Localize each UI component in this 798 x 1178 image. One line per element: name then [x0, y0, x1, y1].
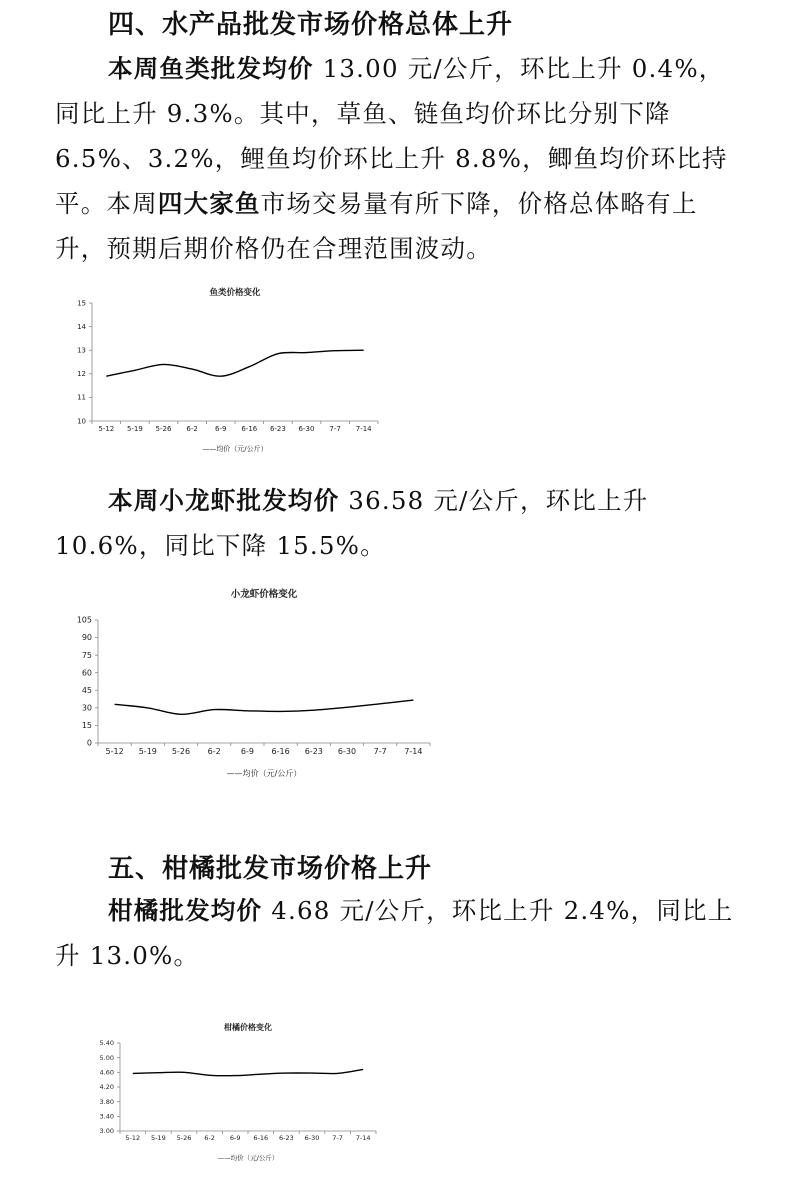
x-tick-label: 6-2	[186, 425, 198, 433]
y-tick-label: 5.00	[99, 1053, 114, 1062]
x-tick-label: 6-23	[304, 747, 323, 756]
crayfish-price-lead: 本周小龙虾批发均价	[108, 486, 340, 515]
chart-title: 小龙虾价格变化	[230, 589, 298, 600]
y-tick-label: 5.40	[99, 1039, 114, 1048]
y-tick-label: 3.40	[99, 1112, 114, 1121]
x-tick-label: 6-30	[304, 1134, 320, 1142]
y-tick-label: 3.80	[99, 1097, 114, 1106]
y-tick-label: 60	[81, 668, 92, 678]
x-tick-label: 5-12	[105, 747, 124, 756]
x-tick-label: 5-26	[176, 1134, 192, 1142]
chart-title: 鱼类价格变化	[209, 288, 261, 298]
citrus-price-paragraph	[55, 888, 745, 978]
x-tick-label: 7-14	[355, 1134, 371, 1142]
y-tick-label: 90	[81, 633, 92, 643]
chart-legend: ——均价（元/公斤）	[202, 445, 268, 453]
crayfish-price-chart	[70, 583, 440, 783]
citrus-price-lead: 柑橘批发均价	[108, 896, 263, 925]
y-tick-label: 15	[77, 299, 86, 308]
x-tick-label: 7-14	[355, 425, 372, 433]
y-tick-label: 11	[77, 393, 86, 402]
fish-price-text: 13.00 元/公斤，环比上升 0.4%，同比上升 9.3%。其中，草鱼、链鱼均价环比分别下降 6.5%、3.2%，鲤鱼均价环比上升 8.8%，鲫鱼均价环比持平。本周	[55, 54, 728, 218]
x-tick-label: 7-7	[332, 1134, 343, 1142]
series-line	[115, 700, 414, 714]
y-tick-label: 30	[81, 703, 92, 713]
crayfish-price-paragraph	[55, 478, 745, 568]
y-tick-label: 15	[81, 721, 92, 731]
x-tick-label: 5-12	[98, 425, 115, 433]
x-tick-label: 6-23	[279, 1134, 294, 1142]
x-tick-label: 6-30	[337, 747, 357, 756]
x-tick-label: 6-2	[204, 1134, 215, 1142]
y-tick-label: 12	[77, 370, 86, 379]
x-tick-label: 6-9	[229, 1134, 241, 1142]
y-tick-label: 10	[77, 417, 86, 426]
section5-heading: 五、柑橘批发市场价格上升	[108, 854, 433, 884]
y-tick-label: 105	[76, 615, 92, 625]
fish-price-lead: 本周鱼类批发均价	[108, 54, 314, 83]
x-tick-label: 6-30	[298, 425, 315, 433]
y-tick-label: 4.20	[99, 1083, 114, 1092]
fish-price-paragraph	[55, 46, 745, 271]
series-line	[106, 350, 363, 376]
fish-price-chart	[60, 283, 390, 463]
y-tick-label: 3.00	[99, 1127, 114, 1136]
citrus-price-chart	[92, 1020, 392, 1170]
x-tick-label: 6-16	[271, 747, 290, 756]
x-tick-label: 6-16	[253, 1134, 269, 1142]
four-fish-lead: 四大家鱼	[157, 189, 261, 218]
x-tick-label: 7-14	[404, 747, 423, 756]
series-line	[133, 1069, 363, 1075]
x-tick-label: 5-19	[138, 747, 157, 756]
y-tick-label: 0	[86, 738, 92, 748]
x-tick-label: 6-9	[214, 425, 227, 433]
section4-heading: 四、水产品批发市场价格总体上升	[108, 10, 514, 40]
y-tick-label: 14	[77, 322, 86, 331]
x-tick-label: 5-19	[151, 1134, 166, 1142]
y-tick-label: 45	[81, 685, 92, 695]
x-tick-label: 5-19	[126, 425, 143, 433]
x-tick-label: 6-2	[207, 747, 221, 756]
chart-legend: ——均价（元/公斤）	[226, 769, 302, 778]
crayfish-price-text: 36.58 元/公斤，环比上升 10.6%，同比下降 15.5%。	[55, 486, 649, 560]
y-tick-label: 4.60	[99, 1068, 114, 1077]
x-tick-label: 7-7	[373, 747, 387, 756]
chart-legend: ——均价（元/公斤）	[217, 1154, 279, 1162]
y-tick-label: 13	[77, 346, 86, 355]
x-tick-label: 6-23	[269, 425, 286, 433]
x-tick-label: 5-26	[171, 747, 191, 756]
chart-title: 柑橘价格变化	[224, 1023, 272, 1032]
x-tick-label: 6-16	[241, 425, 258, 433]
y-tick-label: 75	[81, 650, 92, 660]
four-fish-text: 市场交易量有所下降，价格总体略有上升，预期后期价格仍在合理范围波动。	[55, 189, 698, 263]
x-tick-label: 6-9	[240, 747, 254, 756]
x-tick-label: 7-7	[329, 425, 341, 433]
x-tick-label: 5-12	[125, 1134, 141, 1142]
citrus-price-text: 4.68 元/公斤，环比上升 2.4%，同比上升 13.0%。	[55, 896, 734, 970]
x-tick-label: 5-26	[155, 425, 172, 433]
